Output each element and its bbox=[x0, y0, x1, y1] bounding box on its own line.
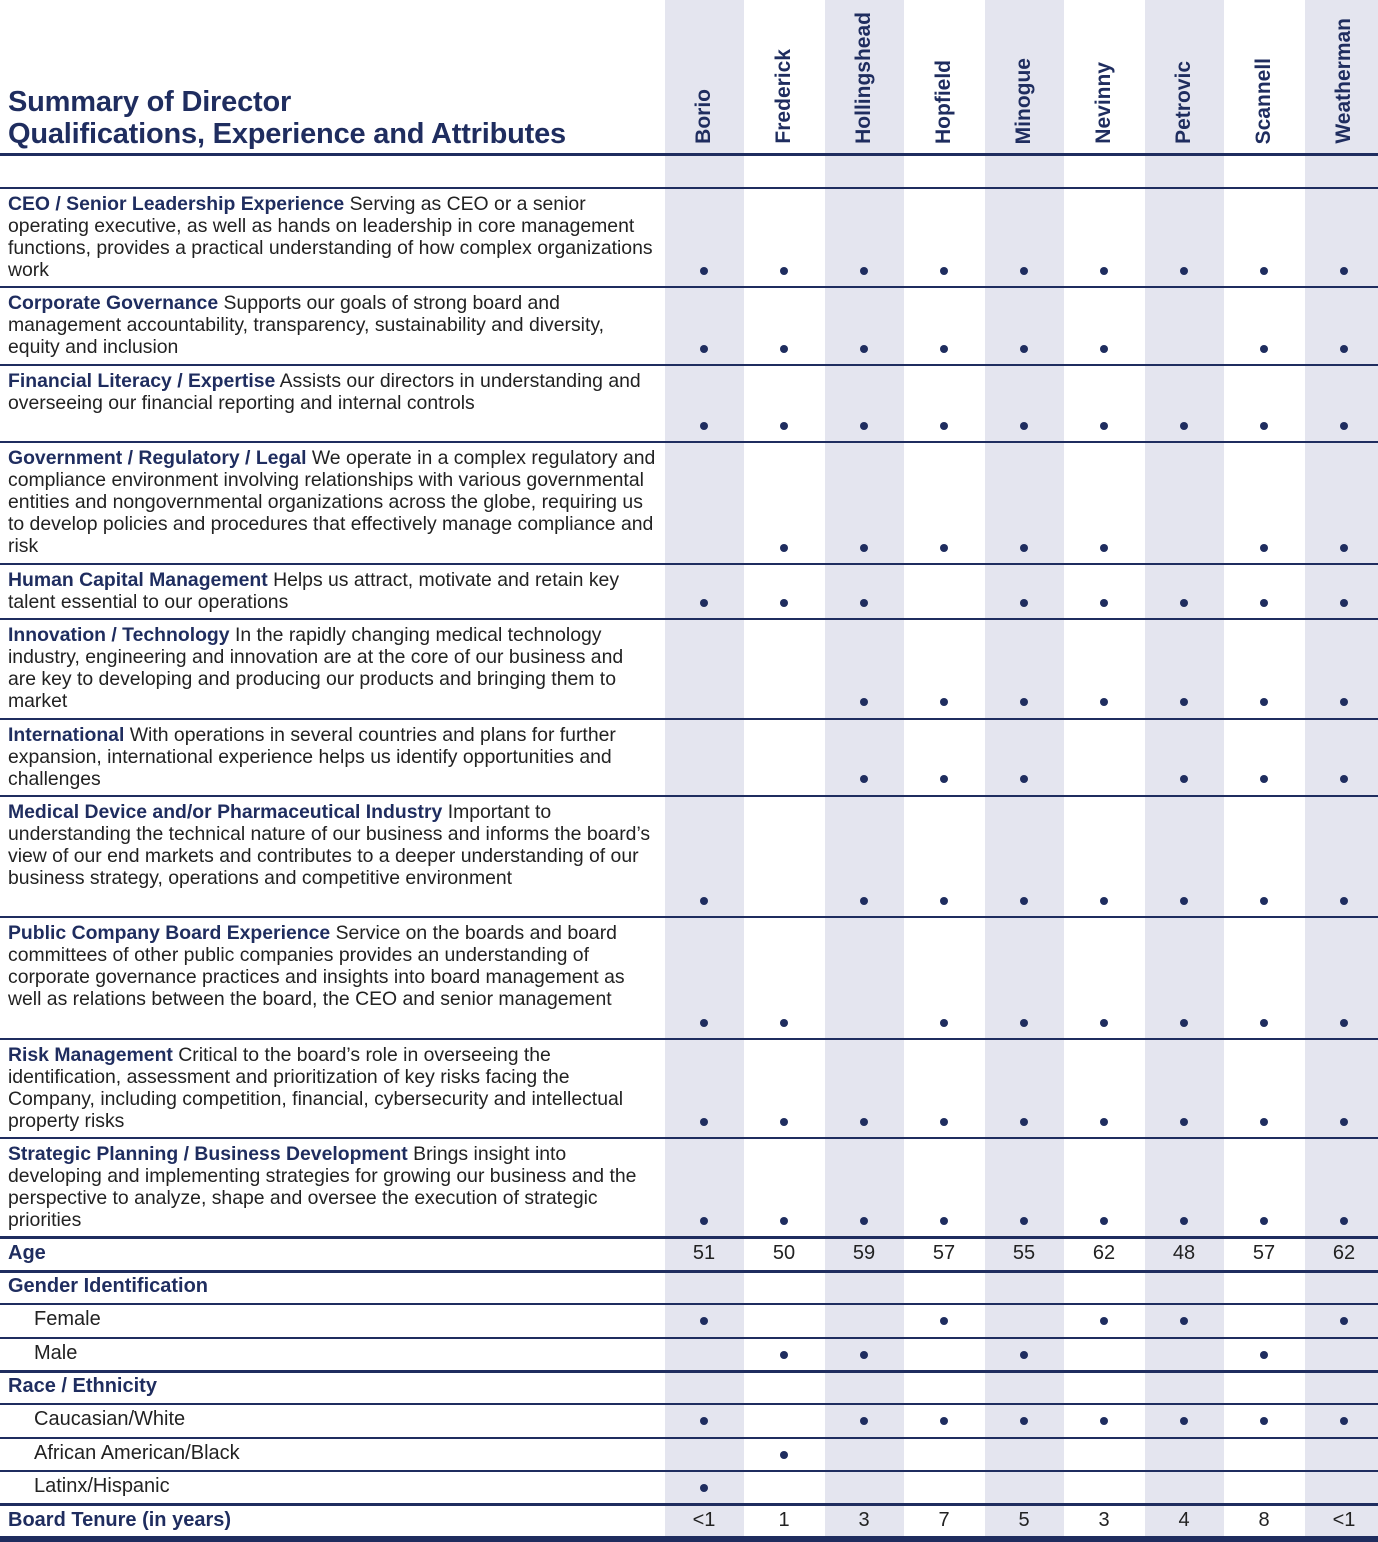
check-dot bbox=[860, 345, 868, 353]
check-dot bbox=[940, 1417, 948, 1425]
check-dot bbox=[1180, 422, 1188, 430]
qualification-text: Brings insight into developing and implementing strategies for growing our business and the perspective to analyze, shape and oversee the execution of strategic priorities bbox=[8, 1143, 637, 1231]
row-divider bbox=[0, 1437, 1378, 1439]
director-name-text: Minogue bbox=[1012, 57, 1035, 144]
column-shade bbox=[1305, 0, 1378, 1542]
check-dot bbox=[1340, 1118, 1348, 1126]
director-name-text: Petrovic bbox=[1172, 61, 1195, 144]
check-dot bbox=[780, 1451, 788, 1459]
qualification-text: Service on the boards and board committees of other public companies provides an understanding of corporate governance practices and insights into board management as well as relations between the board, the CEO and senior management bbox=[8, 922, 625, 1010]
qualification-text: Critical to the board’s role in overseeing the identification, assessment and prioritization of key risks facing the Company, including competition, financial, cybersecurity and intellectual property risks bbox=[8, 1044, 624, 1132]
row-divider bbox=[0, 1303, 1378, 1305]
check-dot bbox=[1260, 422, 1268, 430]
check-dot bbox=[780, 1118, 788, 1126]
check-dot bbox=[940, 544, 948, 552]
row-divider bbox=[0, 795, 1378, 797]
director-name bbox=[1089, 0, 1119, 144]
check-dot bbox=[700, 267, 708, 275]
row-divider bbox=[0, 441, 1378, 443]
value-cell: 50 bbox=[772, 1242, 796, 1264]
check-dot bbox=[700, 1317, 708, 1325]
check-dot bbox=[1100, 345, 1108, 353]
qualification-text: Assists our directors in understanding and overseeing our financial reporting and internal controls bbox=[8, 370, 641, 414]
check-dot bbox=[1180, 599, 1188, 607]
row-divider bbox=[0, 1038, 1378, 1040]
check-dot bbox=[1260, 1351, 1268, 1359]
value-cell: 3 bbox=[1098, 1509, 1110, 1531]
qualification-text: In the rapidly changing medical technology industry, engineering and innovation are at the core of our business and are key to developing and producing our products and bringing them to market bbox=[8, 624, 624, 712]
check-dot bbox=[780, 544, 788, 552]
check-dot bbox=[860, 1118, 868, 1126]
director-name bbox=[1329, 0, 1359, 144]
column-shade bbox=[665, 0, 744, 1542]
check-dot bbox=[1020, 897, 1028, 905]
check-dot bbox=[1020, 422, 1028, 430]
page-title bbox=[8, 86, 566, 150]
qualification-name: Corporate Governance bbox=[8, 292, 219, 314]
qualification-description bbox=[8, 1143, 656, 1231]
check-dot bbox=[700, 599, 708, 607]
race-label: Race / Ethnicity bbox=[8, 1375, 157, 1397]
row-divider bbox=[0, 286, 1378, 288]
check-dot bbox=[700, 1217, 708, 1225]
check-dot bbox=[700, 345, 708, 353]
check-dot bbox=[940, 1019, 948, 1027]
row-divider bbox=[0, 1503, 1378, 1506]
value-cell: 8 bbox=[1258, 1509, 1270, 1531]
check-dot bbox=[780, 422, 788, 430]
check-dot bbox=[1340, 1217, 1348, 1225]
row-divider bbox=[0, 364, 1378, 366]
check-dot bbox=[1180, 897, 1188, 905]
qualification-name: Innovation / Technology bbox=[8, 624, 230, 646]
check-dot bbox=[860, 775, 868, 783]
check-dot bbox=[1180, 1317, 1188, 1325]
check-dot bbox=[860, 544, 868, 552]
row-divider bbox=[0, 1403, 1378, 1405]
check-dot bbox=[1260, 698, 1268, 706]
check-dot bbox=[1260, 544, 1268, 552]
row-divider bbox=[0, 1137, 1378, 1139]
director-name-text: Borio bbox=[692, 89, 715, 144]
check-dot bbox=[700, 422, 708, 430]
check-dot bbox=[860, 422, 868, 430]
check-dot bbox=[1180, 698, 1188, 706]
row-divider bbox=[0, 618, 1378, 620]
check-dot bbox=[1100, 897, 1108, 905]
qualification-name: Government / Regulatory / Legal bbox=[8, 447, 307, 469]
qualification-name: Strategic Planning / Business Development bbox=[8, 1143, 408, 1165]
value-cell: 48 bbox=[1172, 1242, 1196, 1264]
qualification-name: Medical Device and/or Pharmaceutical Industry bbox=[8, 801, 443, 823]
check-dot bbox=[1020, 775, 1028, 783]
qualification-description bbox=[8, 370, 656, 414]
value-cell: 55 bbox=[1012, 1242, 1036, 1264]
row-divider bbox=[0, 1270, 1378, 1273]
director-name bbox=[1249, 0, 1279, 144]
check-dot bbox=[1100, 1317, 1108, 1325]
check-dot bbox=[1260, 1118, 1268, 1126]
director-name bbox=[929, 0, 959, 144]
qualification-name: International bbox=[8, 724, 125, 746]
check-dot bbox=[1260, 599, 1268, 607]
qualification-description bbox=[8, 624, 656, 712]
check-dot bbox=[1340, 775, 1348, 783]
age-label: Age bbox=[8, 1242, 46, 1264]
check-dot bbox=[1260, 1417, 1268, 1425]
value-cell: 51 bbox=[692, 1242, 716, 1264]
qualification-name: Financial Literacy / Expertise bbox=[8, 370, 276, 392]
row-divider bbox=[0, 916, 1378, 918]
check-dot bbox=[1180, 1118, 1188, 1126]
check-dot bbox=[1020, 345, 1028, 353]
check-dot bbox=[1260, 1019, 1268, 1027]
row-divider bbox=[0, 1470, 1378, 1472]
check-dot bbox=[860, 1417, 868, 1425]
qualification-text: Important to understanding the technical nature of our business and informs the board’s view of our end markets and contributes to a deeper understanding of our business strategy, operations and competitive environment bbox=[8, 801, 651, 889]
row-divider bbox=[0, 1337, 1378, 1339]
check-dot bbox=[700, 1417, 708, 1425]
check-dot bbox=[940, 1217, 948, 1225]
check-dot bbox=[1100, 267, 1108, 275]
check-dot bbox=[1180, 1019, 1188, 1027]
qualification-description bbox=[8, 193, 656, 281]
check-dot bbox=[1260, 775, 1268, 783]
check-dot bbox=[1020, 1351, 1028, 1359]
value-cell: 62 bbox=[1092, 1242, 1116, 1264]
page-title-line-1: Summary of Director bbox=[8, 86, 292, 118]
check-dot bbox=[1020, 1417, 1028, 1425]
director-name bbox=[849, 0, 879, 144]
check-dot bbox=[1340, 1317, 1348, 1325]
check-dot bbox=[1020, 698, 1028, 706]
qualification-text: We operate in a complex regulatory and compliance environment involving relationships with various governmental entities and nongovernmental organizations across the globe, requiring us to develop policies and procedures that effectively manage compliance and risk bbox=[8, 447, 656, 557]
check-dot bbox=[940, 1118, 948, 1126]
check-dot bbox=[940, 775, 948, 783]
qualification-description bbox=[8, 801, 656, 889]
check-dot bbox=[1340, 544, 1348, 552]
qualification-description bbox=[8, 1044, 656, 1132]
check-dot bbox=[1340, 698, 1348, 706]
qualification-description bbox=[8, 724, 656, 790]
director-name bbox=[689, 0, 719, 144]
check-dot bbox=[1020, 267, 1028, 275]
director-name-text: Hollingshead bbox=[852, 12, 875, 144]
value-cell: 1 bbox=[778, 1509, 790, 1531]
column-shade bbox=[1145, 0, 1224, 1542]
qualification-description bbox=[8, 569, 656, 613]
check-dot bbox=[780, 1019, 788, 1027]
value-cell: 3 bbox=[858, 1509, 870, 1531]
check-dot bbox=[940, 345, 948, 353]
race-option: Latinx/Hispanic bbox=[34, 1475, 170, 1497]
race-option: Caucasian/White bbox=[34, 1408, 186, 1430]
check-dot bbox=[1020, 1217, 1028, 1225]
check-dot bbox=[860, 599, 868, 607]
check-dot bbox=[700, 897, 708, 905]
gender-option: Male bbox=[34, 1342, 78, 1364]
director-name bbox=[769, 0, 799, 144]
check-dot bbox=[1180, 1217, 1188, 1225]
director-name-text: Nevinny bbox=[1092, 62, 1115, 144]
row-divider bbox=[0, 718, 1378, 720]
check-dot bbox=[940, 897, 948, 905]
row-divider bbox=[0, 187, 1378, 189]
check-dot bbox=[780, 1351, 788, 1359]
gender-label: Gender Identification bbox=[8, 1275, 209, 1297]
qualification-text: With operations in several countries and plans for further expansion, international experience helps us identify opportunities and challenges bbox=[8, 724, 616, 790]
qualification-text: Helps us attract, motivate and retain key talent essential to our operations bbox=[8, 569, 620, 613]
check-dot bbox=[1100, 544, 1108, 552]
value-cell: 57 bbox=[1252, 1242, 1276, 1264]
check-dot bbox=[1020, 544, 1028, 552]
column-shade bbox=[985, 0, 1064, 1542]
value-cell: <1 bbox=[1332, 1509, 1356, 1531]
value-cell: 4 bbox=[1178, 1509, 1190, 1531]
qualification-name: CEO / Senior Leadership Experience bbox=[8, 193, 345, 215]
race-option: African American/Black bbox=[34, 1442, 240, 1464]
check-dot bbox=[1100, 599, 1108, 607]
row-divider bbox=[0, 1236, 1378, 1239]
check-dot bbox=[860, 897, 868, 905]
value-cell: 62 bbox=[1332, 1242, 1356, 1264]
check-dot bbox=[1340, 267, 1348, 275]
qualification-text: Serving as CEO or a senior operating executive, as well as hands on leadership in core management functions, provides a practical understanding of how complex organizations work bbox=[8, 193, 653, 281]
check-dot bbox=[1100, 698, 1108, 706]
check-dot bbox=[860, 267, 868, 275]
check-dot bbox=[1100, 1019, 1108, 1027]
value-cell: 5 bbox=[1018, 1509, 1030, 1531]
value-cell: 57 bbox=[932, 1242, 956, 1264]
check-dot bbox=[860, 698, 868, 706]
qualification-description bbox=[8, 447, 656, 557]
column-shade bbox=[825, 0, 904, 1542]
check-dot bbox=[1340, 422, 1348, 430]
check-dot bbox=[1100, 1417, 1108, 1425]
value-cell: <1 bbox=[692, 1509, 716, 1531]
check-dot bbox=[860, 1217, 868, 1225]
qualification-name: Human Capital Management bbox=[8, 569, 268, 591]
check-dot bbox=[1020, 1019, 1028, 1027]
tenure-label: Board Tenure (in years) bbox=[8, 1509, 232, 1531]
qualification-name: Risk Management bbox=[8, 1044, 173, 1066]
director-name bbox=[1169, 0, 1199, 144]
check-dot bbox=[780, 599, 788, 607]
check-dot bbox=[1340, 599, 1348, 607]
qualification-description bbox=[8, 922, 656, 1010]
check-dot bbox=[1180, 267, 1188, 275]
check-dot bbox=[1340, 345, 1348, 353]
check-dot bbox=[1260, 345, 1268, 353]
check-dot bbox=[700, 1484, 708, 1492]
check-dot bbox=[940, 698, 948, 706]
check-dot bbox=[700, 1118, 708, 1126]
director-name-text: Weatherman bbox=[1332, 18, 1355, 144]
qualification-text: Supports our goals of strong board and management accountability, transparency, sustainability and diversity, equity and inclusion bbox=[8, 292, 605, 358]
check-dot bbox=[1180, 1417, 1188, 1425]
value-cell: 7 bbox=[938, 1509, 950, 1531]
check-dot bbox=[860, 1351, 868, 1359]
check-dot bbox=[780, 267, 788, 275]
check-dot bbox=[940, 1317, 948, 1325]
check-dot bbox=[1260, 897, 1268, 905]
check-dot bbox=[940, 267, 948, 275]
check-dot bbox=[1260, 267, 1268, 275]
check-dot bbox=[1020, 1118, 1028, 1126]
check-dot bbox=[1100, 1217, 1108, 1225]
check-dot bbox=[780, 345, 788, 353]
row-divider bbox=[0, 1370, 1378, 1373]
check-dot bbox=[700, 1019, 708, 1027]
row-divider bbox=[0, 1536, 1378, 1542]
check-dot bbox=[1340, 1417, 1348, 1425]
director-name-text: Scannell bbox=[1252, 57, 1275, 144]
value-cell: 59 bbox=[852, 1242, 876, 1264]
check-dot bbox=[1260, 1217, 1268, 1225]
director-name-text: Frederick bbox=[772, 49, 795, 144]
check-dot bbox=[1340, 1019, 1348, 1027]
check-dot bbox=[940, 422, 948, 430]
row-divider bbox=[0, 153, 1378, 156]
director-name-text: Hopfield bbox=[932, 60, 955, 144]
check-dot bbox=[780, 1217, 788, 1225]
row-divider bbox=[0, 563, 1378, 565]
check-dot bbox=[1100, 1118, 1108, 1126]
qualification-name: Public Company Board Experience bbox=[8, 922, 331, 944]
gender-option: Female bbox=[34, 1308, 101, 1330]
check-dot bbox=[1020, 599, 1028, 607]
check-dot bbox=[1100, 422, 1108, 430]
page-title-line-2: Qualifications, Experience and Attributes bbox=[8, 118, 566, 150]
check-dot bbox=[1340, 897, 1348, 905]
director-name bbox=[1009, 0, 1039, 144]
check-dot bbox=[1180, 775, 1188, 783]
qualification-description bbox=[8, 292, 656, 358]
